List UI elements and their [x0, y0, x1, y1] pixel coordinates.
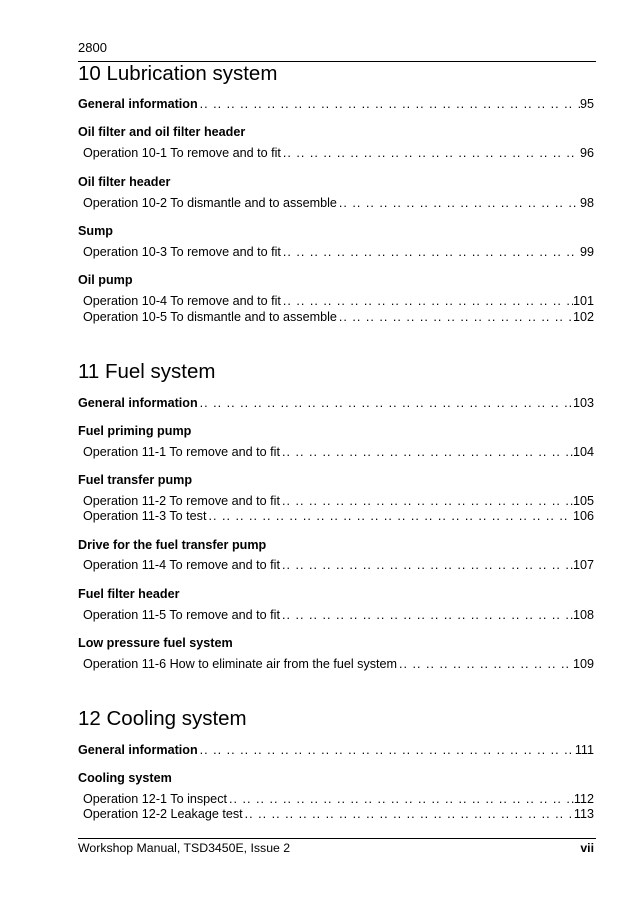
dot-leader — [243, 807, 574, 822]
dot-leader — [397, 657, 573, 672]
toc-label: Operation 11-2 To remove and to fit — [83, 494, 280, 508]
toc-entry[interactable] — [83, 146, 594, 161]
toc-page-number: 101 — [572, 294, 594, 308]
toc-page-number: 106 — [572, 509, 594, 523]
chapter-title-12: 12 Cooling system — [78, 707, 247, 730]
chapter-title-10: 10 Lubrication system — [78, 62, 278, 85]
toc-page-number: 103 — [572, 396, 594, 410]
toc-page-number: 111 — [574, 743, 594, 757]
toc-label: General information — [78, 396, 198, 410]
footer-manual-title: Workshop Manual, TSD3450E, Issue 2 — [78, 841, 291, 855]
dot-leader — [281, 146, 580, 161]
toc-label: Operation 11-1 To remove and to fit — [83, 445, 280, 459]
toc-page-number: 96 — [579, 146, 594, 160]
toc-page-number: 95 — [579, 97, 594, 111]
toc-page-number: 113 — [573, 807, 594, 821]
group-heading: Oil pump — [78, 273, 133, 287]
toc-entry[interactable] — [83, 445, 594, 460]
toc-label: General information — [78, 743, 198, 757]
toc-entry[interactable] — [83, 494, 594, 509]
group-heading: Sump — [78, 224, 113, 238]
group-heading: Oil filter header — [78, 175, 171, 189]
toc-entry[interactable] — [83, 608, 594, 623]
group-heading: Fuel priming pump — [78, 424, 192, 438]
toc-entry[interactable] — [83, 558, 594, 573]
group-heading: Cooling system — [78, 771, 172, 785]
dot-leader — [337, 196, 580, 211]
toc-label: Operation 11-3 To test — [83, 509, 207, 523]
dot-leader — [206, 509, 573, 524]
dot-leader — [280, 494, 573, 509]
dot-leader — [227, 792, 574, 807]
dot-leader — [281, 245, 580, 260]
dot-leader — [198, 743, 575, 758]
footer-rule — [78, 838, 596, 839]
toc-general-11[interactable] — [78, 396, 594, 411]
toc-page-number: 107 — [572, 558, 594, 572]
toc-label: Operation 10-4 To remove and to fit — [83, 294, 281, 308]
toc-page-number: 109 — [572, 657, 594, 671]
group-heading: Low pressure fuel system — [78, 636, 233, 650]
toc-label: Operation 11-4 To remove and to fit — [83, 558, 280, 572]
toc-entry[interactable] — [83, 807, 594, 822]
toc-general-12[interactable] — [78, 743, 594, 758]
toc-page-number: 108 — [572, 608, 594, 622]
toc-entry[interactable] — [83, 657, 594, 672]
dot-leader — [198, 97, 580, 112]
dot-leader — [337, 310, 573, 325]
toc-general-10[interactable] — [78, 97, 594, 112]
toc-entry[interactable] — [83, 509, 594, 524]
dot-leader — [198, 396, 573, 411]
chapter-title-11: 11 Fuel system — [78, 360, 216, 383]
toc-label: Operation 12-2 Leakage test — [83, 807, 243, 821]
dot-leader — [280, 608, 573, 623]
group-heading: Oil filter and oil filter header — [78, 125, 246, 139]
toc-label: Operation 11-6 How to eliminate air from the fuel system — [83, 657, 398, 671]
toc-label: Operation 10-3 To remove and to fit — [83, 245, 281, 259]
group-heading: Fuel transfer pump — [78, 473, 193, 487]
toc-page-number: 104 — [572, 445, 594, 459]
footer-page-number: vii — [580, 841, 594, 855]
toc-label: Operation 10-2 To dismantle and to assemble — [83, 196, 337, 210]
dot-leader — [280, 445, 573, 460]
toc-page-number: 112 — [573, 792, 594, 806]
toc-entry[interactable] — [83, 245, 594, 260]
toc-label: Operation 11-5 To remove and to fit — [83, 608, 280, 622]
group-heading: Drive for the fuel transfer pump — [78, 538, 267, 552]
dot-leader — [281, 294, 573, 309]
toc-entry[interactable] — [83, 792, 594, 807]
toc-entry[interactable] — [83, 294, 594, 309]
toc-page-number: 105 — [572, 494, 594, 508]
toc-page-number: 99 — [579, 245, 594, 259]
toc-entry[interactable] — [83, 196, 594, 211]
header-model: 2800 — [78, 40, 107, 55]
dot-leader — [280, 558, 573, 573]
toc-page-number: 102 — [572, 310, 594, 324]
toc-label: Operation 10-5 To dismantle and to assemble — [83, 310, 337, 324]
toc-label: General information — [78, 97, 198, 111]
toc-page-number: 98 — [579, 196, 594, 210]
toc-entry[interactable] — [83, 310, 594, 325]
toc-label: Operation 12-1 To inspect — [83, 792, 227, 806]
group-heading: Fuel filter header — [78, 587, 180, 601]
toc-label: Operation 10-1 To remove and to fit — [83, 146, 281, 160]
